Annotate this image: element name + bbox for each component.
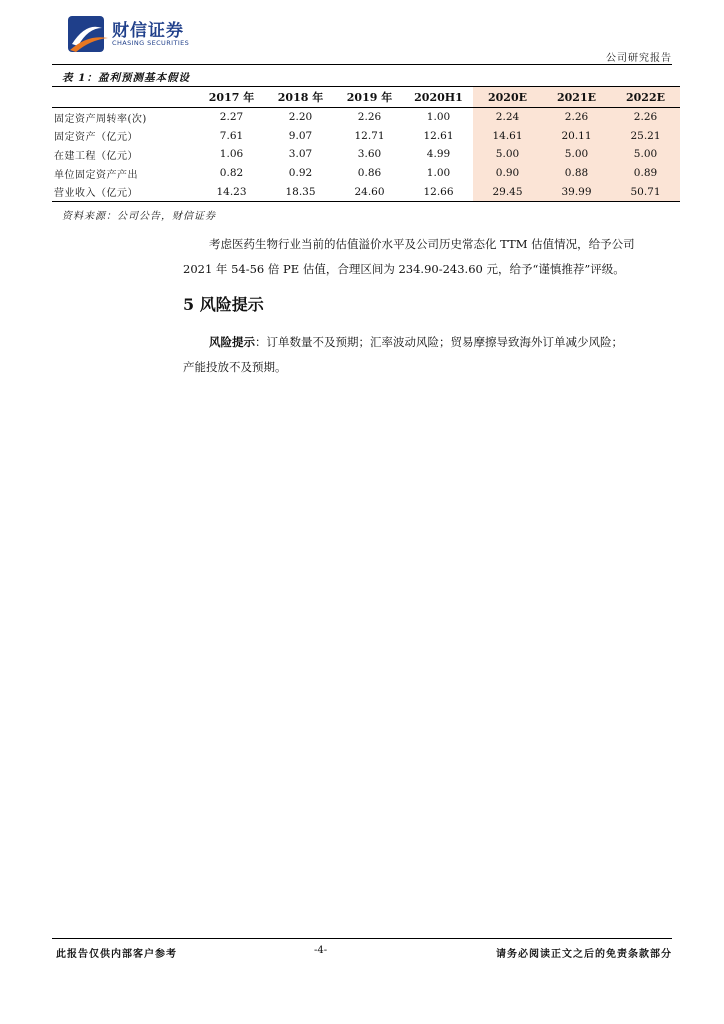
assumption-table bbox=[52, 86, 680, 202]
table-cell: 5.00 bbox=[611, 145, 680, 164]
row-label: 固定资产周转率(次) bbox=[54, 113, 147, 125]
footer-divider bbox=[52, 938, 672, 939]
table-row bbox=[52, 145, 680, 164]
table-cell: 50.71 bbox=[611, 182, 680, 201]
column-header: 2018 年 bbox=[277, 91, 324, 104]
table-cell: 2.24 bbox=[473, 108, 542, 127]
table-cell: 1.00 bbox=[426, 111, 451, 124]
column-header: 2022E bbox=[611, 87, 680, 108]
column-header bbox=[52, 87, 197, 108]
table-cell: 20.11 bbox=[542, 127, 611, 146]
row-label: 营业收入（亿元） bbox=[54, 188, 138, 200]
table-cell: 2.27 bbox=[219, 111, 244, 124]
table-cell: 12.61 bbox=[423, 129, 454, 142]
table-cell: 14.23 bbox=[216, 185, 247, 198]
table-cell: 39.99 bbox=[542, 182, 611, 201]
assumption-table-container bbox=[52, 86, 679, 202]
table-cell: 1.06 bbox=[219, 148, 244, 161]
table-cell: 24.60 bbox=[354, 185, 385, 198]
table-cell: 2.26 bbox=[357, 111, 382, 124]
table-cell: 9.07 bbox=[288, 129, 313, 142]
section-heading-risk: 5 风险提示 bbox=[183, 295, 264, 314]
table-source-note: 资料来源：公司公告，财信证券 bbox=[62, 211, 216, 222]
valuation-line-1: 考虑医药生物行业当前的估值溢价水平及公司历史常态化 TTM 估值情况，给予公司 bbox=[209, 237, 635, 251]
column-header: 2017 年 bbox=[208, 91, 255, 104]
table-cell: 5.00 bbox=[473, 145, 542, 164]
footer-disclaimer-right: 请务必阅读正文之后的免责条款部分 bbox=[496, 949, 672, 960]
table-cell: 4.99 bbox=[426, 148, 451, 161]
footer-disclaimer-left: 此报告仅供内部客户参考 bbox=[56, 949, 177, 960]
page-number: -4- bbox=[314, 945, 328, 956]
company-logo bbox=[66, 14, 226, 54]
column-header: 2019 年 bbox=[346, 91, 393, 104]
column-header: 2021E bbox=[542, 87, 611, 108]
table-cell: 2.20 bbox=[288, 111, 313, 124]
risk-lead: 风险提示 bbox=[209, 335, 255, 349]
table-cell: 12.66 bbox=[423, 185, 454, 198]
table-cell: 1.00 bbox=[426, 167, 451, 180]
column-header: 2020H1 bbox=[414, 90, 463, 104]
risk-line-1-text: ：订单数量不及预期；汇率波动风险；贸易摩擦导致海外订单减少风险； bbox=[255, 335, 623, 349]
table-cell: 3.07 bbox=[288, 148, 313, 161]
table-cell: 18.35 bbox=[285, 185, 316, 198]
table-cell: 7.61 bbox=[219, 129, 244, 142]
table-cell: 2.26 bbox=[542, 108, 611, 127]
table-cell: 2.26 bbox=[611, 108, 680, 127]
row-label: 固定资产（亿元） bbox=[54, 132, 138, 144]
table-cell: 25.21 bbox=[611, 127, 680, 146]
table-cell: 12.71 bbox=[354, 129, 385, 142]
table-cell: 0.90 bbox=[473, 164, 542, 183]
table-cell: 29.45 bbox=[473, 182, 542, 201]
row-label: 单位固定资产产出 bbox=[54, 169, 138, 181]
table-cell: 5.00 bbox=[542, 145, 611, 164]
chasing-logo-icon bbox=[66, 14, 110, 54]
table-cell: 0.92 bbox=[288, 167, 313, 180]
table-cell: 3.60 bbox=[357, 148, 382, 161]
table-cell: 0.86 bbox=[357, 167, 382, 180]
risk-line-2: 产能投放不及预期。 bbox=[183, 360, 287, 374]
table-row bbox=[52, 164, 680, 183]
row-label: 在建工程（亿元） bbox=[54, 150, 138, 162]
risk-paragraph bbox=[183, 330, 673, 380]
table-row bbox=[52, 127, 680, 146]
column-header: 2020E bbox=[473, 87, 542, 108]
valuation-paragraph bbox=[183, 232, 673, 282]
risk-line-1 bbox=[183, 330, 673, 355]
table-header-row bbox=[52, 87, 680, 108]
table-cell: 14.61 bbox=[473, 127, 542, 146]
page-header bbox=[0, 0, 724, 70]
report-type: 公司研究报告 bbox=[606, 53, 672, 64]
table-row bbox=[52, 108, 680, 127]
logo-cn-text: 财信证券 bbox=[112, 21, 184, 41]
table-cell: 0.89 bbox=[611, 164, 680, 183]
valuation-line-2: 2021 年 54-56 倍 PE 估值，合理区间为 234.90-243.60 元，给予“谨慎推荐”评级。 bbox=[183, 262, 625, 276]
table-row bbox=[52, 182, 680, 201]
table-cell: 0.82 bbox=[219, 167, 244, 180]
logo-en-text: CHASING SECURITIES bbox=[112, 39, 190, 47]
table-title: 表 1：盈利预测基本假设 bbox=[62, 72, 190, 84]
table-cell: 0.88 bbox=[542, 164, 611, 183]
header-divider bbox=[52, 64, 672, 65]
